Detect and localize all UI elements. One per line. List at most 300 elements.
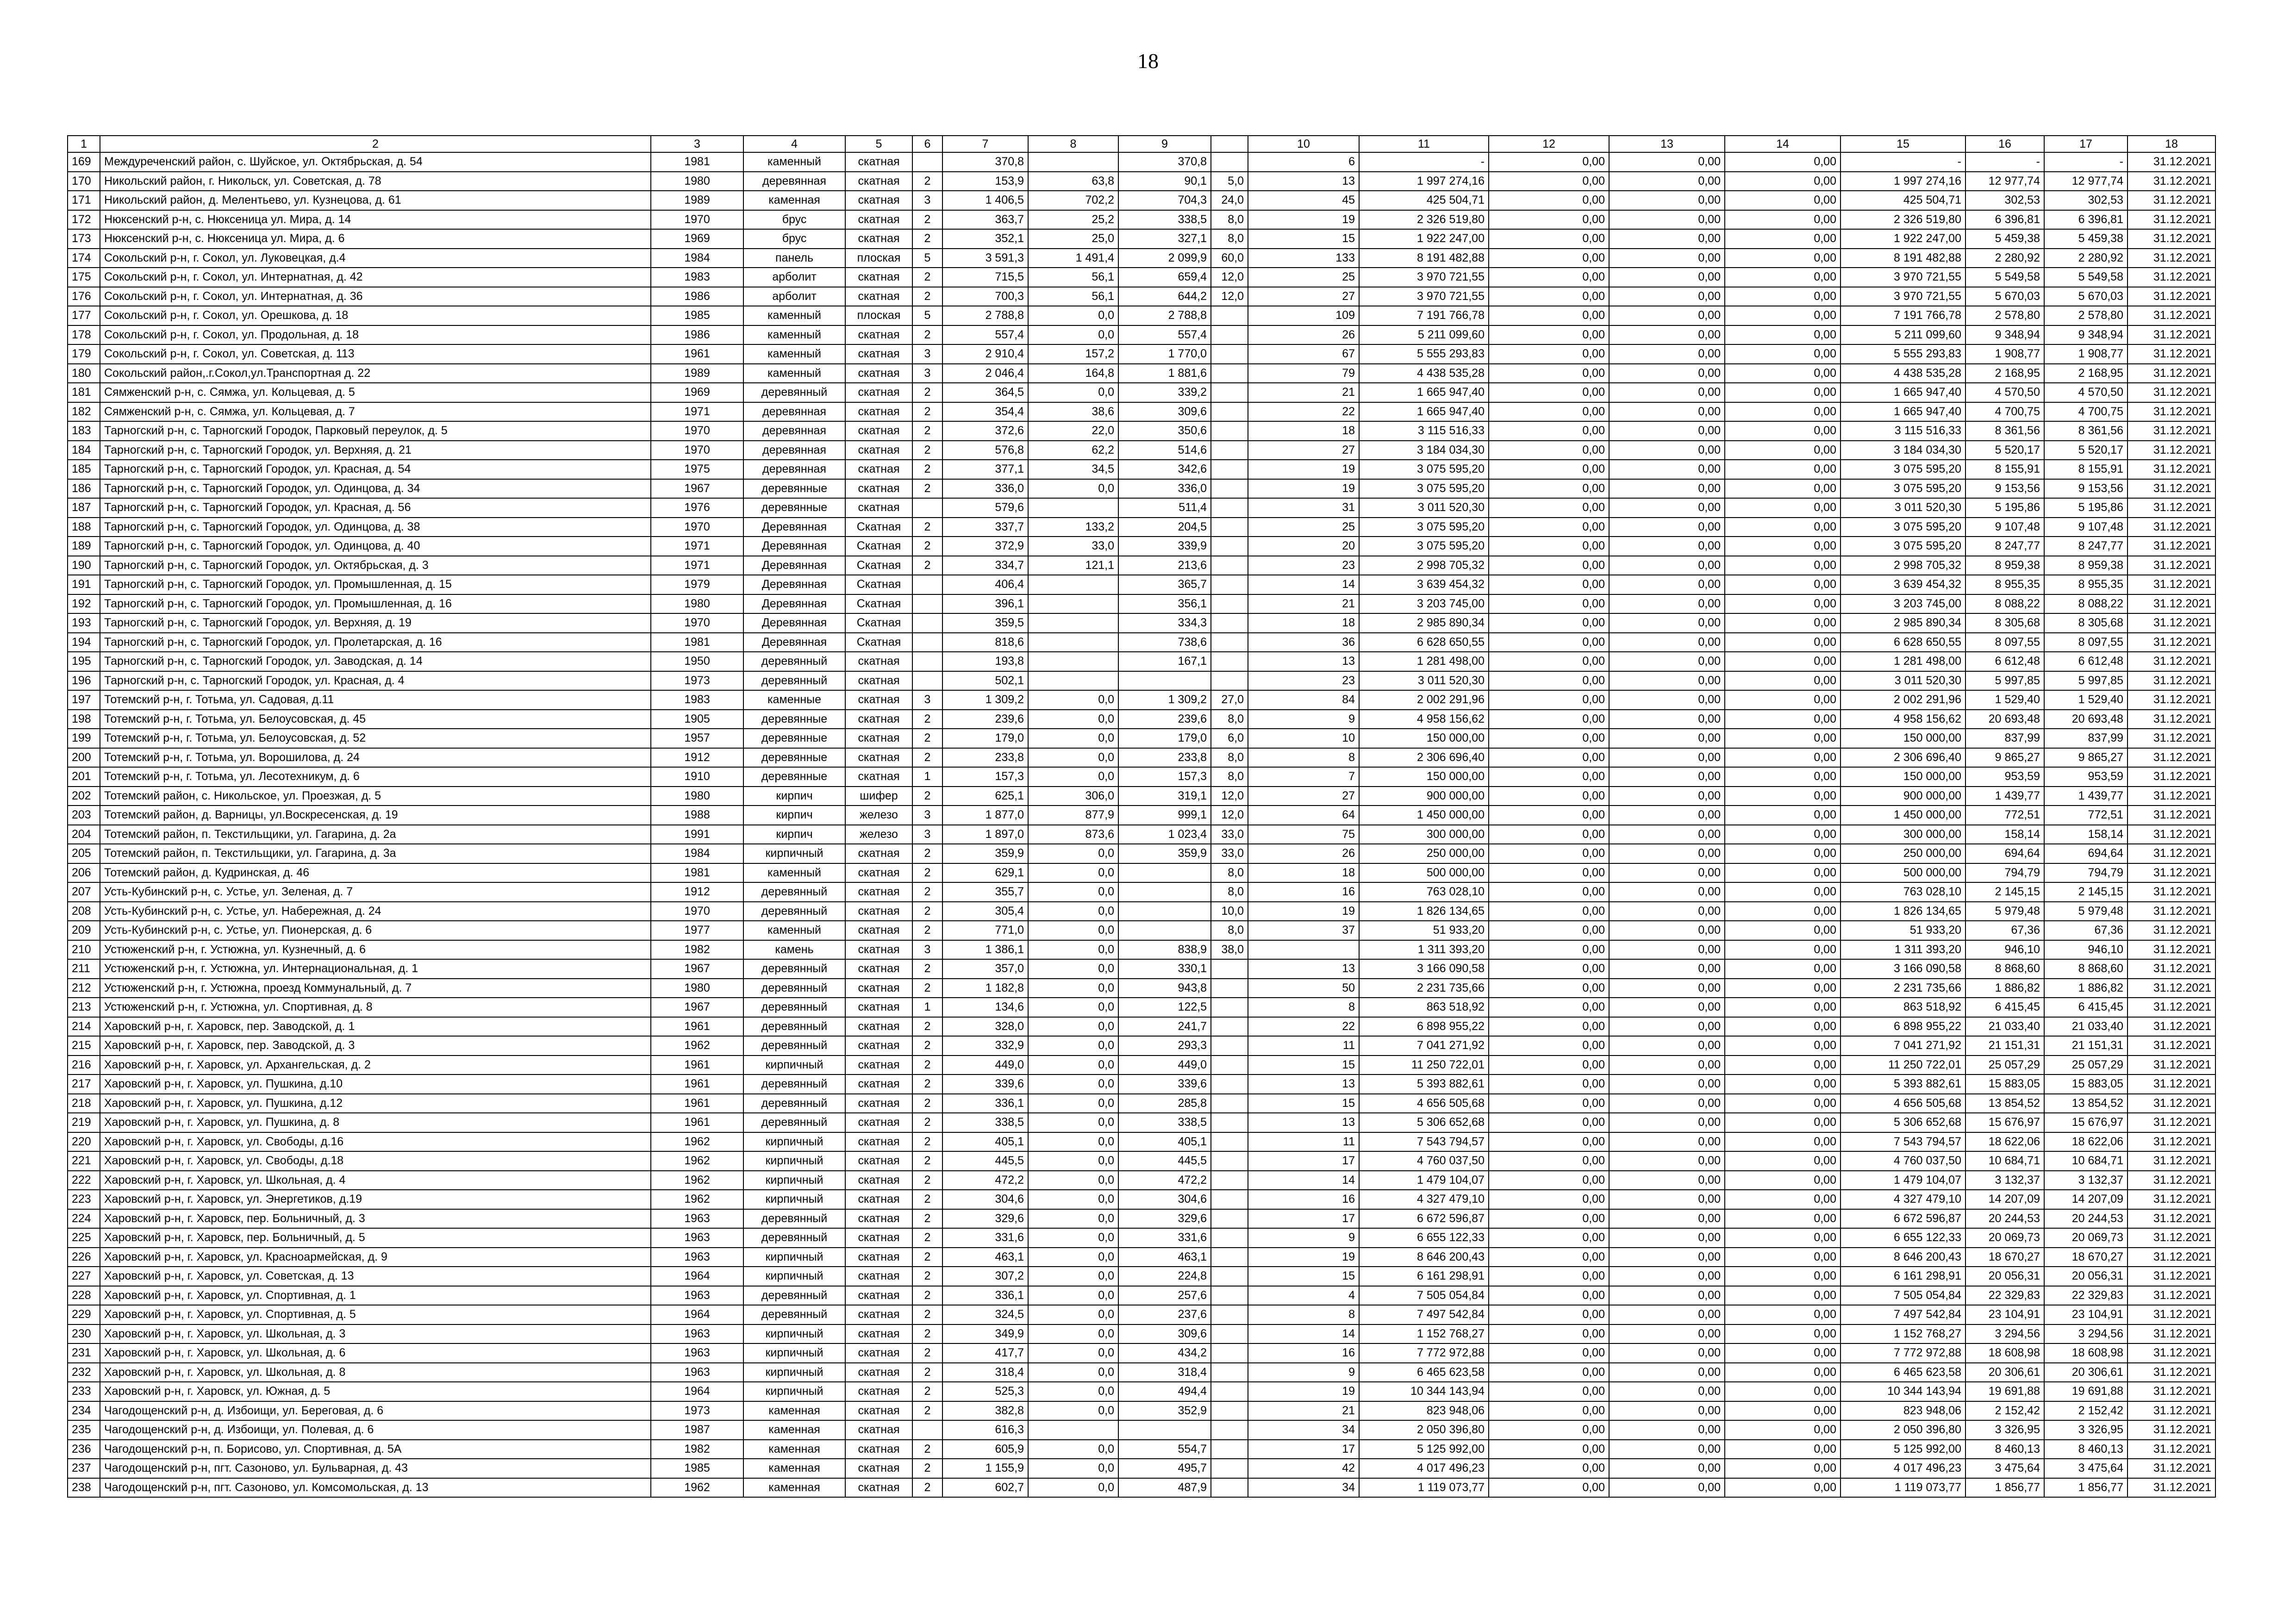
table-cell: 7 543 794,57 bbox=[1359, 1132, 1489, 1152]
table-cell: 22 329,83 bbox=[2044, 1286, 2128, 1305]
table-cell: 109 bbox=[1248, 306, 1359, 325]
table-cell: плоская bbox=[845, 249, 912, 268]
table-cell: 31.12.2021 bbox=[2128, 690, 2215, 710]
table-cell: 0,00 bbox=[1725, 633, 1841, 652]
table-cell: 204 bbox=[68, 825, 100, 844]
table-cell: 7 772 972,88 bbox=[1841, 1343, 1965, 1363]
table-cell: скатная bbox=[845, 441, 912, 460]
table-cell bbox=[1211, 383, 1248, 402]
table-cell: 1963 bbox=[651, 1228, 743, 1248]
table-cell: 0,00 bbox=[1609, 152, 1725, 172]
table-cell: Сокольский р-н, г. Сокол, ул. Советская, д. 113 bbox=[100, 344, 651, 364]
table-cell: 377,1 bbox=[942, 460, 1028, 479]
table-cell: 1984 bbox=[651, 249, 743, 268]
table-cell bbox=[1028, 152, 1118, 172]
table-cell: 445,5 bbox=[1118, 1151, 1211, 1171]
table-cell: 31.12.2021 bbox=[2128, 152, 2215, 172]
table-cell: 3 075 595,20 bbox=[1359, 518, 1489, 537]
table-row bbox=[68, 1382, 2215, 1401]
table-cell: 1962 bbox=[651, 1151, 743, 1171]
table-cell: 0,00 bbox=[1725, 152, 1841, 172]
table-cell: 169 bbox=[68, 152, 100, 172]
table-cell: 702,2 bbox=[1028, 191, 1118, 210]
table-cell: 0,00 bbox=[1489, 210, 1609, 230]
table-cell: 0,00 bbox=[1609, 767, 1725, 787]
table-cell: 0,00 bbox=[1489, 1228, 1609, 1248]
table-cell: 25 057,29 bbox=[2044, 1056, 2128, 1075]
table-cell: 158,14 bbox=[2044, 825, 2128, 844]
table-cell: 185 bbox=[68, 460, 100, 479]
table-cell: 3 011 520,30 bbox=[1359, 498, 1489, 518]
table-cell: 31.12.2021 bbox=[2128, 1151, 2215, 1171]
table-cell: 0,00 bbox=[1725, 1382, 1841, 1401]
table-cell bbox=[1211, 1363, 1248, 1382]
table-cell: 9 348,94 bbox=[1965, 325, 2044, 345]
table-cell: 0,00 bbox=[1725, 1113, 1841, 1132]
table-cell: 3 bbox=[912, 825, 942, 844]
table-cell: 214 bbox=[68, 1017, 100, 1037]
table-cell: 3 075 595,20 bbox=[1841, 518, 1965, 537]
table-cell: 0,00 bbox=[1609, 633, 1725, 652]
table-cell: 31.12.2021 bbox=[2128, 306, 2215, 325]
table-cell: каменный bbox=[743, 344, 845, 364]
table-cell: 20 306,61 bbox=[1965, 1363, 2044, 1382]
table-cell: 27 bbox=[1248, 441, 1359, 460]
table-cell: скатная bbox=[845, 767, 912, 787]
table-cell: 17 bbox=[1248, 1440, 1359, 1459]
table-cell: 1982 bbox=[651, 940, 743, 960]
table-cell: 228 bbox=[68, 1286, 100, 1305]
table-cell: 0,00 bbox=[1725, 671, 1841, 691]
table-cell: 31.12.2021 bbox=[2128, 902, 2215, 921]
table-cell: 502,1 bbox=[942, 671, 1028, 691]
table-cell: 158,14 bbox=[1965, 825, 2044, 844]
table-cell: скатная bbox=[845, 268, 912, 287]
table-cell: 84 bbox=[1248, 690, 1359, 710]
table-cell: Тарногский р-н, с. Тарногский Городок, ул. Красная, д. 4 bbox=[100, 671, 651, 691]
table-cell: 16 bbox=[1248, 882, 1359, 902]
table-cell: 1957 bbox=[651, 729, 743, 748]
table-cell: Харовский р-н, г. Харовск, ул. Школьная, д. 8 bbox=[100, 1363, 651, 1382]
table-cell: 15 bbox=[1248, 1094, 1359, 1113]
table-cell: 0,00 bbox=[1725, 306, 1841, 325]
table-cell: Сямженский р-н, с. Сямжа, ул. Кольцевая, д. 7 bbox=[100, 402, 651, 422]
table-cell: 170 bbox=[68, 172, 100, 191]
table-cell: скатная bbox=[845, 1171, 912, 1190]
table-cell: 20 693,48 bbox=[1965, 710, 2044, 729]
table-cell bbox=[1028, 575, 1118, 594]
table-cell: 1 491,4 bbox=[1028, 249, 1118, 268]
table-cell: 31.12.2021 bbox=[2128, 594, 2215, 614]
table-cell: 18 bbox=[1248, 421, 1359, 441]
table-cell: 31 bbox=[1248, 498, 1359, 518]
table-cell: 31.12.2021 bbox=[2128, 1343, 2215, 1363]
table-cell: 90,1 bbox=[1118, 172, 1211, 191]
table-row bbox=[68, 1343, 2215, 1363]
table-cell bbox=[1211, 1209, 1248, 1229]
table-cell: 0,0 bbox=[1028, 1113, 1118, 1132]
table-cell: 2 bbox=[912, 1151, 942, 1171]
table-cell: 207 bbox=[68, 882, 100, 902]
table-cell: 0,00 bbox=[1725, 690, 1841, 710]
table-cell: 0,00 bbox=[1725, 940, 1841, 960]
table-cell: 21 bbox=[1248, 594, 1359, 614]
column-header: 7 bbox=[942, 136, 1028, 152]
table-cell: скатная bbox=[845, 1478, 912, 1498]
table-cell: Тотемский район, д. Кудринская, д. 46 bbox=[100, 863, 651, 883]
table-cell: 3 075 595,20 bbox=[1359, 479, 1489, 499]
table-row bbox=[68, 921, 2215, 940]
table-cell: 1983 bbox=[651, 690, 743, 710]
table-cell bbox=[1211, 1286, 1248, 1305]
table-cell: 2 bbox=[912, 479, 942, 499]
table-cell: 8 955,35 bbox=[2044, 575, 2128, 594]
table-cell: 18 608,98 bbox=[1965, 1343, 2044, 1363]
table-cell: 64 bbox=[1248, 806, 1359, 825]
table-cell: Чагодощенский р-н, пгт. Сазоново, ул. Бульварная, д. 43 bbox=[100, 1459, 651, 1478]
table-cell: 8,0 bbox=[1211, 710, 1248, 729]
table-cell: 31.12.2021 bbox=[2128, 633, 2215, 652]
table-cell: 9 bbox=[1248, 1228, 1359, 1248]
table-cell: 0,00 bbox=[1609, 1343, 1725, 1363]
table-cell bbox=[1211, 1343, 1248, 1363]
table-cell bbox=[1211, 1190, 1248, 1209]
table-cell: 8,0 bbox=[1211, 748, 1248, 768]
table-cell: Сокольский район,.г.Сокол,ул.Транспортная д. 22 bbox=[100, 364, 651, 383]
table-cell: 194 bbox=[68, 633, 100, 652]
table-cell: 227 bbox=[68, 1267, 100, 1286]
table-cell: 309,6 bbox=[1118, 1324, 1211, 1344]
table-cell: 2 bbox=[912, 1190, 942, 1209]
table-cell: 328,0 bbox=[942, 1017, 1028, 1037]
table-cell: 19 bbox=[1248, 1248, 1359, 1267]
table-cell bbox=[912, 594, 942, 614]
table-cell: 2 bbox=[912, 1401, 942, 1421]
table-cell: 0,00 bbox=[1489, 172, 1609, 191]
table-cell: - bbox=[1359, 152, 1489, 172]
table-cell: 1985 bbox=[651, 306, 743, 325]
table-cell: 1962 bbox=[651, 1132, 743, 1152]
table-cell: 1910 bbox=[651, 767, 743, 787]
table-cell: Харовский р-н, г. Харовск, ул. Школьная, д. 3 bbox=[100, 1324, 651, 1344]
table-cell: 0,00 bbox=[1489, 1074, 1609, 1094]
table-cell: 203 bbox=[68, 806, 100, 825]
table-row bbox=[68, 1017, 2215, 1037]
table-cell: 495,7 bbox=[1118, 1459, 1211, 1478]
table-cell: 6 415,45 bbox=[2044, 998, 2128, 1017]
table-cell: 1989 bbox=[651, 364, 743, 383]
table-cell: Харовский р-н, г. Харовск, ул. Энергетиков, д.19 bbox=[100, 1190, 651, 1209]
table-cell: 31.12.2021 bbox=[2128, 1228, 2215, 1248]
table-cell: 0,00 bbox=[1725, 594, 1841, 614]
table-cell: 0,00 bbox=[1489, 998, 1609, 1017]
table-cell: 233 bbox=[68, 1382, 100, 1401]
table-cell: 31.12.2021 bbox=[2128, 1401, 2215, 1421]
table-row bbox=[68, 882, 2215, 902]
table-cell: 18 608,98 bbox=[2044, 1343, 2128, 1363]
table-cell: 0,00 bbox=[1489, 518, 1609, 537]
table-cell: 6 612,48 bbox=[2044, 652, 2128, 671]
table-cell: 3 011 520,30 bbox=[1359, 671, 1489, 691]
table-cell: 31.12.2021 bbox=[2128, 325, 2215, 345]
table-cell: 8 155,91 bbox=[1965, 460, 2044, 479]
table-cell: 2 bbox=[912, 1267, 942, 1286]
table-cell: 167,1 bbox=[1118, 652, 1211, 671]
table-cell: 0,00 bbox=[1609, 1363, 1725, 1382]
table-cell: 15 883,05 bbox=[2044, 1074, 2128, 1094]
table-cell: 6 628 650,55 bbox=[1359, 633, 1489, 652]
table-cell: 863 518,92 bbox=[1841, 998, 1965, 1017]
table-cell: скатная bbox=[845, 1267, 912, 1286]
table-cell: 304,6 bbox=[942, 1190, 1028, 1209]
table-cell: 1987 bbox=[651, 1420, 743, 1440]
table-row bbox=[68, 633, 2215, 652]
table-cell: 8 305,68 bbox=[2044, 613, 2128, 633]
table-cell: деревянный bbox=[743, 1113, 845, 1132]
table-cell: 3 184 034,30 bbox=[1841, 441, 1965, 460]
table-cell: 946,10 bbox=[1965, 940, 2044, 960]
table-cell: 2 bbox=[912, 863, 942, 883]
table-cell: 5 979,48 bbox=[2044, 902, 2128, 921]
table-row bbox=[68, 479, 2215, 499]
table-cell: 0,0 bbox=[1028, 1132, 1118, 1152]
table-cell: деревянные bbox=[743, 767, 845, 787]
table-cell: Тарногский р-н, с. Тарногский Городок, ул. Верхняя, д. 19 bbox=[100, 613, 651, 633]
table-cell: 31.12.2021 bbox=[2128, 806, 2215, 825]
table-cell: деревянные bbox=[743, 710, 845, 729]
table-cell: 417,7 bbox=[942, 1343, 1028, 1363]
table-cell: 201 bbox=[68, 767, 100, 787]
table-cell: 0,0 bbox=[1028, 1171, 1118, 1190]
table-cell: 331,6 bbox=[1118, 1228, 1211, 1248]
table-cell: деревянная bbox=[743, 172, 845, 191]
table-cell: 370,8 bbox=[1118, 152, 1211, 172]
table-cell: 0,00 bbox=[1725, 1132, 1841, 1152]
table-cell: 3 166 090,58 bbox=[1841, 959, 1965, 979]
table-cell: 0,00 bbox=[1489, 1209, 1609, 1229]
table-cell: 0,00 bbox=[1725, 1248, 1841, 1267]
table-cell bbox=[1211, 421, 1248, 441]
table-cell: 171 bbox=[68, 191, 100, 210]
table-cell: 0,00 bbox=[1609, 1036, 1725, 1056]
table-row bbox=[68, 787, 2215, 806]
table-cell: скатная bbox=[845, 1286, 912, 1305]
table-cell: 200 bbox=[68, 748, 100, 768]
table-row bbox=[68, 844, 2215, 863]
table-cell: 644,2 bbox=[1118, 287, 1211, 306]
table-cell: 355,7 bbox=[942, 882, 1028, 902]
table-cell: деревянный bbox=[743, 671, 845, 691]
table-cell: скатная bbox=[845, 364, 912, 383]
table-cell: 0,00 bbox=[1725, 1305, 1841, 1324]
table-cell: 12,0 bbox=[1211, 287, 1248, 306]
table-cell: 205 bbox=[68, 844, 100, 863]
table-cell: скатная bbox=[845, 1017, 912, 1037]
table-cell: 0,00 bbox=[1489, 1324, 1609, 1344]
table-cell: 25 bbox=[1248, 268, 1359, 287]
table-cell: 9 107,48 bbox=[1965, 518, 2044, 537]
table-cell: 164,8 bbox=[1028, 364, 1118, 383]
table-cell: 133,2 bbox=[1028, 518, 1118, 537]
table-cell: 67,36 bbox=[1965, 921, 2044, 940]
table-cell: 0,00 bbox=[1609, 249, 1725, 268]
table-cell: 0,00 bbox=[1725, 1420, 1841, 1440]
table-cell: 2 099,9 bbox=[1118, 249, 1211, 268]
housing-register-table bbox=[67, 135, 2216, 1498]
table-cell: 2 bbox=[912, 1363, 942, 1382]
table-cell: 31.12.2021 bbox=[2128, 364, 2215, 383]
table-cell: 0,00 bbox=[1609, 1267, 1725, 1286]
table-cell: 21 bbox=[1248, 383, 1359, 402]
table-cell: 349,9 bbox=[942, 1324, 1028, 1344]
table-cell: 0,00 bbox=[1609, 825, 1725, 844]
table-cell bbox=[1211, 1248, 1248, 1267]
table-cell: Тарногский р-н, с. Тарногский Городок, ул. Одинцова, д. 38 bbox=[100, 518, 651, 537]
table-cell: 8 361,56 bbox=[1965, 421, 2044, 441]
table-cell: 0,00 bbox=[1725, 1209, 1841, 1229]
table-cell: 17 bbox=[1248, 1151, 1359, 1171]
table-cell: брус bbox=[743, 210, 845, 230]
table-cell: 6 396,81 bbox=[2044, 210, 2128, 230]
table-cell: 0,00 bbox=[1489, 748, 1609, 768]
table-cell: 5 459,38 bbox=[1965, 229, 2044, 249]
table-cell: 2 bbox=[912, 556, 942, 575]
table-cell: 13 854,52 bbox=[1965, 1094, 2044, 1113]
table-cell: 3 132,37 bbox=[1965, 1171, 2044, 1190]
table-cell: 285,8 bbox=[1118, 1094, 1211, 1113]
table-cell: скатная bbox=[845, 287, 912, 306]
table-cell: 31.12.2021 bbox=[2128, 863, 2215, 883]
table-cell: 336,0 bbox=[1118, 479, 1211, 499]
table-cell: 0,00 bbox=[1609, 537, 1725, 556]
table-cell: 19 691,88 bbox=[2044, 1382, 2128, 1401]
table-row bbox=[68, 268, 2215, 287]
table-cell: 1981 bbox=[651, 633, 743, 652]
table-cell: 8 955,35 bbox=[1965, 575, 2044, 594]
table-cell: 0,00 bbox=[1725, 863, 1841, 883]
table-cell: кирпичный bbox=[743, 1382, 845, 1401]
table-cell: 2 bbox=[912, 1286, 942, 1305]
table-cell: 0,00 bbox=[1609, 460, 1725, 479]
table-cell: 1 309,2 bbox=[1118, 690, 1211, 710]
table-cell: 0,00 bbox=[1609, 1074, 1725, 1094]
table-cell: 0,00 bbox=[1609, 1209, 1725, 1229]
table-cell: 0,00 bbox=[1489, 959, 1609, 979]
table-cell: 1980 bbox=[651, 979, 743, 998]
table-cell: 31.12.2021 bbox=[2128, 1382, 2215, 1401]
table-cell: скатная bbox=[845, 710, 912, 729]
table-cell bbox=[1211, 594, 1248, 614]
table-cell: 224,8 bbox=[1118, 1267, 1211, 1286]
table-cell: Тотемский р-н, г. Тотьма, ул. Садовая, д.11 bbox=[100, 690, 651, 710]
table-cell bbox=[1211, 1478, 1248, 1498]
table-row bbox=[68, 806, 2215, 825]
table-cell: 370,8 bbox=[942, 152, 1028, 172]
table-cell: Усть-Кубинский р-н, с. Устье, ул. Пионерская, д. 6 bbox=[100, 921, 651, 940]
table-cell: 1 479 104,07 bbox=[1359, 1171, 1489, 1190]
table-cell: 8 088,22 bbox=[2044, 594, 2128, 614]
table-cell: 31.12.2021 bbox=[2128, 921, 2215, 940]
table-cell: 0,00 bbox=[1609, 863, 1725, 883]
table-cell: 0,00 bbox=[1489, 1286, 1609, 1305]
table-cell: скатная bbox=[845, 1248, 912, 1267]
table-cell: 3 115 516,33 bbox=[1841, 421, 1965, 441]
table-cell: скатная bbox=[845, 1190, 912, 1209]
table-cell: 208 bbox=[68, 902, 100, 921]
table-cell: 0,00 bbox=[1725, 748, 1841, 768]
table-cell: 1 450 000,00 bbox=[1841, 806, 1965, 825]
table-cell: 0,00 bbox=[1489, 460, 1609, 479]
table-cell: Харовский р-н, г. Харовск, пер. Больничный, д. 5 bbox=[100, 1228, 651, 1248]
table-cell: 187 bbox=[68, 498, 100, 518]
table-cell: 31.12.2021 bbox=[2128, 249, 2215, 268]
table-cell: 0,00 bbox=[1609, 1228, 1725, 1248]
table-cell: 0,00 bbox=[1725, 575, 1841, 594]
table-cell: 10,0 bbox=[1211, 902, 1248, 921]
table-cell: 2 578,80 bbox=[1965, 306, 2044, 325]
table-cell: скатная bbox=[845, 652, 912, 671]
table-cell: 6 628 650,55 bbox=[1841, 633, 1965, 652]
table-cell: 5 211 099,60 bbox=[1359, 325, 1489, 345]
table-row bbox=[68, 690, 2215, 710]
table-cell: 2 bbox=[912, 210, 942, 230]
table-cell: 0,00 bbox=[1489, 1420, 1609, 1440]
table-cell: 2 910,4 bbox=[942, 344, 1028, 364]
table-cell: 0,00 bbox=[1725, 537, 1841, 556]
table-cell: 31.12.2021 bbox=[2128, 498, 2215, 518]
table-cell: 338,5 bbox=[942, 1113, 1028, 1132]
table-cell: 2 bbox=[912, 172, 942, 191]
table-cell: 0,00 bbox=[1725, 344, 1841, 364]
table-cell: деревянный bbox=[743, 652, 845, 671]
table-cell: кирпичный bbox=[743, 1132, 845, 1152]
table-cell: 231 bbox=[68, 1343, 100, 1363]
table-cell bbox=[1211, 575, 1248, 594]
table-row bbox=[68, 1478, 2215, 1498]
table-cell: 302,53 bbox=[2044, 191, 2128, 210]
table-cell: 1912 bbox=[651, 748, 743, 768]
table-row bbox=[68, 1151, 2215, 1171]
table-cell: 0,00 bbox=[1609, 575, 1725, 594]
table-cell: Тотемский район, с. Никольское, ул. Проезжая, д. 5 bbox=[100, 787, 651, 806]
table-cell: 182 bbox=[68, 402, 100, 422]
table-cell: 434,2 bbox=[1118, 1343, 1211, 1363]
table-cell: скатная bbox=[845, 191, 912, 210]
column-header: 6 bbox=[912, 136, 942, 152]
table-cell: 0,00 bbox=[1489, 863, 1609, 883]
table-cell: 56,1 bbox=[1028, 268, 1118, 287]
table-cell: 2 168,95 bbox=[1965, 364, 2044, 383]
table-cell: 31.12.2021 bbox=[2128, 844, 2215, 863]
table-cell: 2 bbox=[912, 1056, 942, 1075]
table-cell: 13 bbox=[1248, 172, 1359, 191]
table-cell: 0,00 bbox=[1489, 152, 1609, 172]
table-cell: 5 bbox=[912, 249, 942, 268]
table-cell: 7 041 271,92 bbox=[1359, 1036, 1489, 1056]
table-cell: 339,2 bbox=[1118, 383, 1211, 402]
table-cell: 206 bbox=[68, 863, 100, 883]
table-cell: 3 bbox=[912, 940, 942, 960]
table-cell: Сокольский р-н, г. Сокол, ул. Продольная, д. 18 bbox=[100, 325, 651, 345]
table-cell: 0,00 bbox=[1609, 421, 1725, 441]
table-cell: 0,00 bbox=[1489, 844, 1609, 863]
table-cell: 31.12.2021 bbox=[2128, 210, 2215, 230]
table-cell: 0,00 bbox=[1489, 1132, 1609, 1152]
table-cell: 202 bbox=[68, 787, 100, 806]
table-cell: 0,00 bbox=[1609, 268, 1725, 287]
table-cell bbox=[1211, 613, 1248, 633]
table-cell: 4 700,75 bbox=[2044, 402, 2128, 422]
